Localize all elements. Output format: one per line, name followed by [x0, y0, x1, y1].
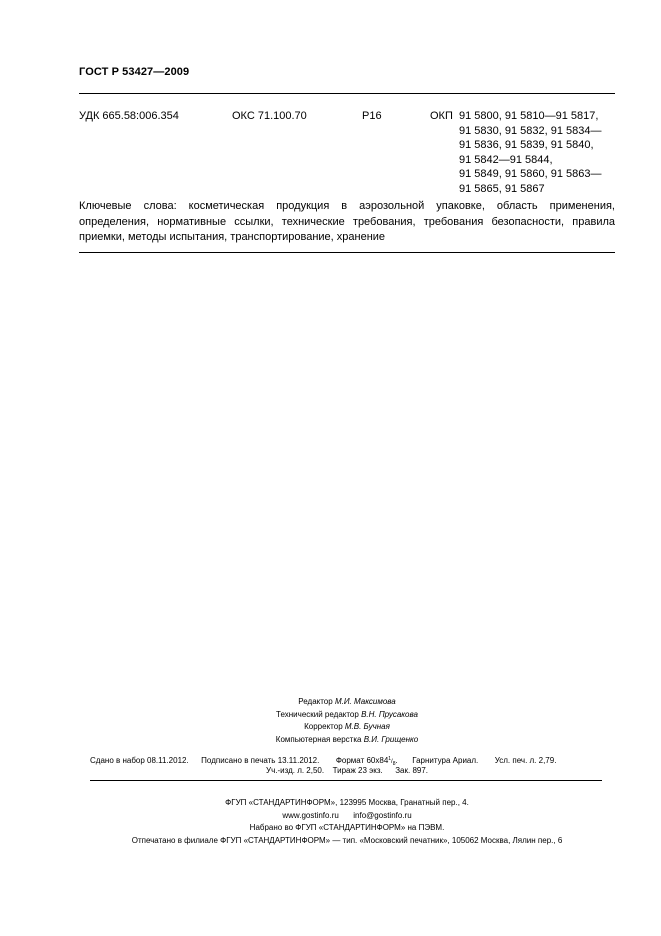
circulation: Тираж 23 экз.	[332, 766, 383, 775]
credit-name: М.В. Бучная	[344, 722, 390, 731]
typeface: Гарнитура Ариал.	[412, 756, 479, 765]
credit-label: Редактор	[298, 697, 333, 706]
okp-line: 91 5800, 91 5810—91 5817,	[459, 110, 599, 122]
okp-codes	[459, 109, 619, 196]
order-number: Зак. 897.	[395, 766, 429, 775]
submitted-date: Сдано в набор 08.11.2012.	[90, 756, 189, 765]
publication-line-2	[79, 765, 615, 778]
okp-line: 91 5842—91 5844,	[459, 153, 553, 166]
publisher-email: info@gostinfo.ru	[353, 810, 412, 820]
okp-line: 91 5849, 91 5860, 91 5863—	[459, 168, 602, 180]
credit-label: Технический редактор	[276, 709, 359, 719]
format-numerator: 1	[388, 756, 392, 762]
group-code: Р16	[362, 110, 382, 122]
okp-label: ОКП	[430, 110, 453, 122]
credit-label: Корректор	[304, 722, 343, 731]
credit-tech-editor	[79, 709, 615, 722]
udk-code: УДК 665.58:006.354	[79, 110, 179, 122]
printed-note: Отпечатано в филиале ФГУП «СТАНДАРТИНФОРМ» — тип. «Московский печатник», 105062 Москва, Лялин пер., 6	[131, 835, 563, 845]
oks-code: ОКС 71.100.70	[232, 110, 307, 122]
signed-date: Подписано в печать 13.11.2012.	[201, 756, 320, 765]
print-sheets: Усл. печ. л. 2,79.	[494, 756, 557, 765]
standard-code: ГОСТ Р 53427—2009	[79, 66, 190, 78]
credit-name: В.И. Грищенко	[363, 734, 419, 744]
credit-name: М.И. Максимова	[334, 697, 396, 706]
credit-name: В.Н. Прусакова	[361, 709, 418, 719]
publication-divider	[90, 780, 602, 781]
typeset-note: Набрано во ФГУП «СТАНДАРТИНФОРМ» на ПЭВМ.	[249, 823, 445, 832]
format-prefix: Формат 60х84	[335, 756, 389, 765]
publisher-contacts	[79, 810, 615, 823]
publisher-address: ФГУП «СТАНДАРТИНФОРМ», 123995 Москва, Гранатный пер., 4.	[225, 798, 469, 807]
okp-line: 91 5836, 91 5839, 91 5840,	[459, 139, 594, 151]
credits-block	[79, 696, 615, 746]
credit-proofreader	[79, 721, 615, 734]
format-denominator: 8	[392, 761, 396, 768]
format: Формат $60х84^1/_8$.	[335, 756, 398, 768]
publisher-footer	[79, 797, 615, 847]
keywords-divider	[79, 252, 615, 253]
okp-line: 91 5865, 91 5867	[459, 182, 545, 195]
header-divider	[79, 93, 615, 94]
credit-layout	[79, 734, 615, 747]
publisher-website: www.gostinfo.ru	[282, 810, 339, 820]
credit-editor	[79, 696, 615, 709]
credit-label: Компьютерная верстка	[275, 734, 362, 744]
keywords-paragraph: Ключевые слова: косметическая продукция в аэрозольной упаковке, область применения, определения, нормативные ссылки, технические требования, требования безопасности, правила приемки, методы испытания, транспортирование, хранение	[79, 200, 615, 243]
pub-sheets: Уч.-изд. л. 2,50.	[265, 766, 325, 775]
okp-line: 91 5830, 91 5832, 91 5834—	[459, 124, 602, 137]
